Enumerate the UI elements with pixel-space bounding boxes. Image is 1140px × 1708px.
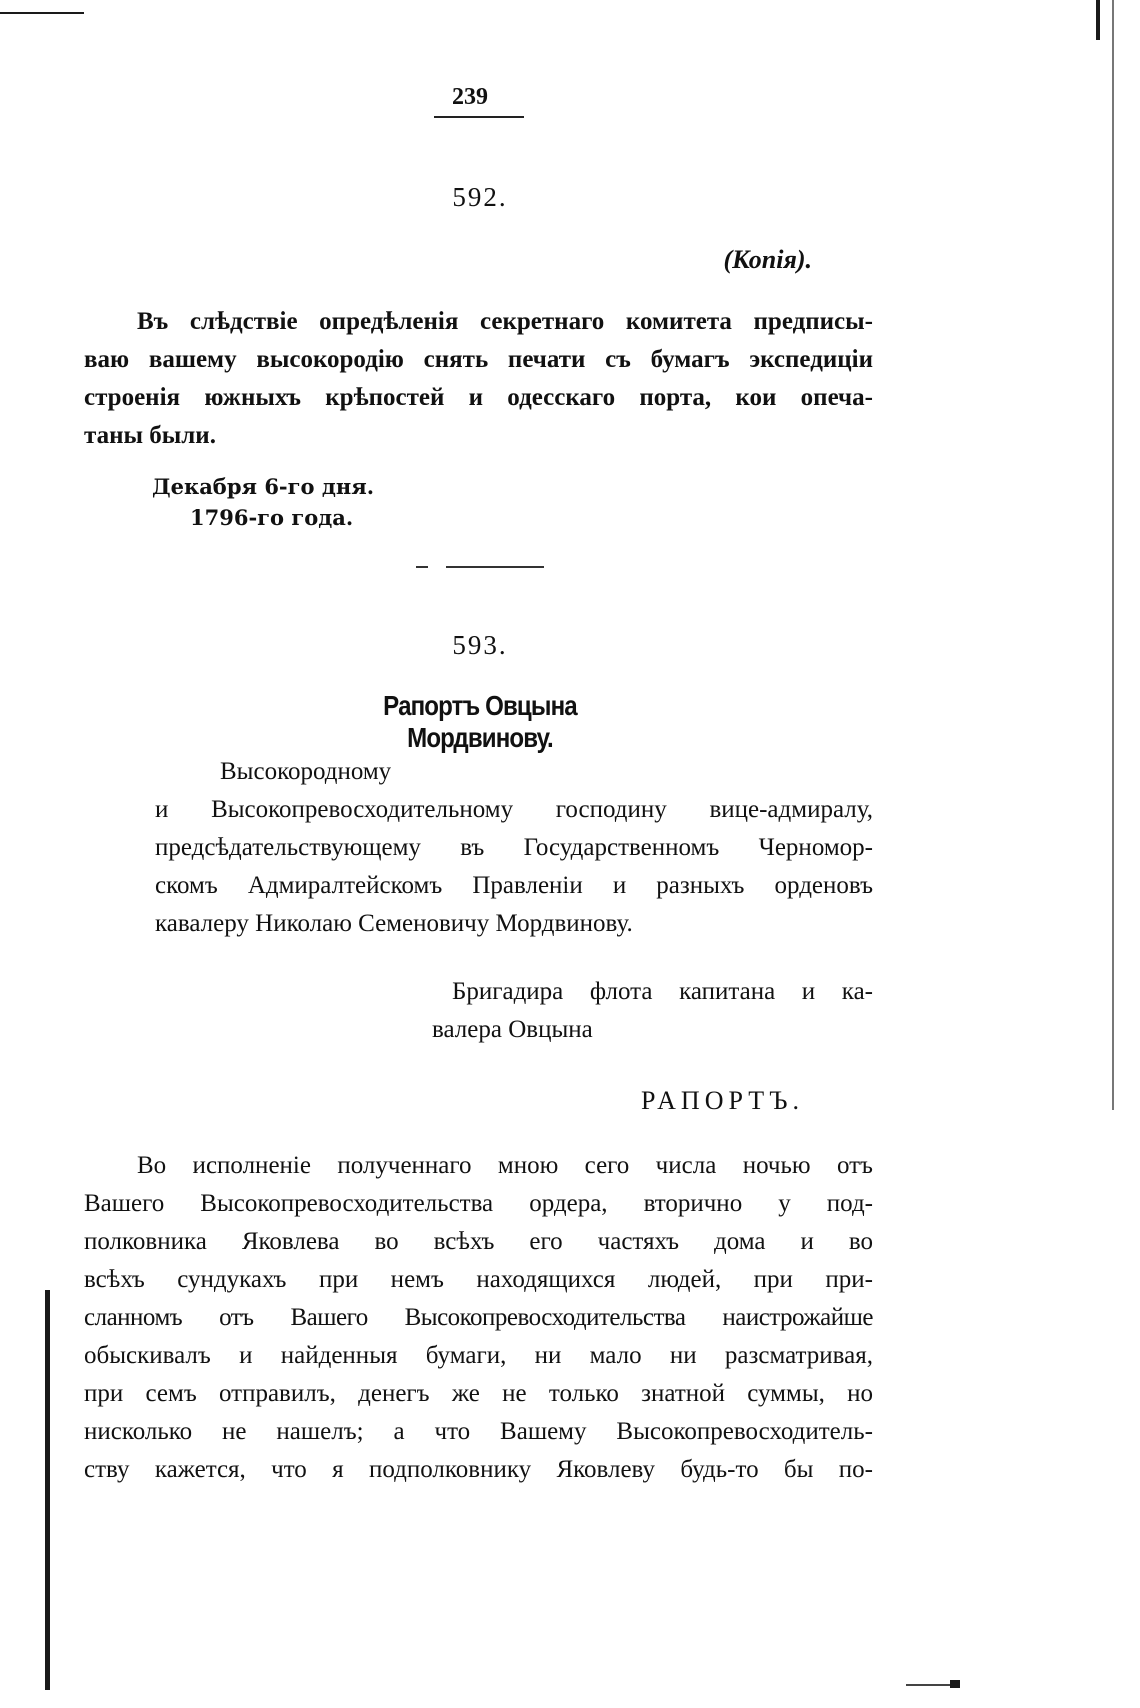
document-593-number: 593. (452, 630, 508, 660)
section-divider (446, 566, 544, 568)
scan-edge-right (1112, 0, 1114, 1110)
address-line: Высокородному (220, 758, 392, 785)
address-line: и Высокопревосходительному господину вице-адмиралу, (155, 796, 873, 823)
body-line: нисколько не нашелъ; а что Вашему Высокопревосходитель- (84, 1418, 873, 1445)
scan-edge-left-bar (45, 1290, 50, 1690)
address-line: скомъ Адмиралтейскомъ Правленіи и разныхъ орденовъ (155, 872, 873, 899)
body-line: ваю вашему высокородію снять печати съ бумагъ экспедиціи (84, 346, 873, 373)
body-line: Во исполненіе полученнаго мною сего числа ночью отъ (137, 1152, 873, 1179)
body-line: обыскивалъ и найденныя бумаги, ни мало ни разсматривая, (84, 1342, 873, 1369)
page-number-rule (434, 116, 524, 118)
section-divider-short (416, 566, 428, 568)
document-593-title: Рапортъ Овцына Мордвинову. (383, 690, 577, 753)
body-line: при семъ отправилъ, денегъ же не только знатной суммы, но (84, 1380, 873, 1407)
report-heading: РАПОРТЪ. (641, 1086, 804, 1115)
body-line: Въ слѣдствіе опредѣленія секретнаго комитета предписы- (137, 308, 873, 335)
scan-mark-bottom-right-block (950, 1680, 960, 1688)
scan-mark-bottom-right (906, 1684, 956, 1686)
body-line: всѣхъ сундукахъ при немъ находящихся людей, при при- (84, 1266, 873, 1293)
body-line: Вашего Высокопревосходительства ордера, вторично у под- (84, 1190, 873, 1217)
sender-line: Бригадира флота капитана и ка- (452, 978, 873, 1005)
scan-mark-top-left (0, 12, 84, 14)
body-line: полковника Яковлева во всѣхъ его частяхъ дома и во (84, 1228, 873, 1255)
date-day: Декабря 6-го дня. (152, 474, 375, 499)
body-line: сланномъ отъ Вашего Высокопревосходительства наистрожайше (84, 1304, 873, 1331)
document-592-number: 592. (452, 182, 508, 212)
scan-edge-top-right (1096, 0, 1100, 40)
body-line: ству кажется, что я подполковнику Яковлеву будь-то бы по- (84, 1456, 873, 1483)
copy-note: (Копія). (723, 245, 812, 274)
address-line: кавалеру Николаю Семеновичу Мордвинову. (155, 910, 633, 937)
date-year: 1796-го года. (190, 505, 354, 530)
sender-line: валера Овцына (432, 1016, 593, 1043)
body-line: таны были. (84, 422, 216, 449)
body-line: строенія южныхъ крѣпостей и одесскаго порта, кои опеча- (84, 384, 873, 411)
page-number: 239 (452, 84, 488, 110)
address-line: предсѣдательствующему въ Государственномъ Черномор- (155, 834, 873, 861)
